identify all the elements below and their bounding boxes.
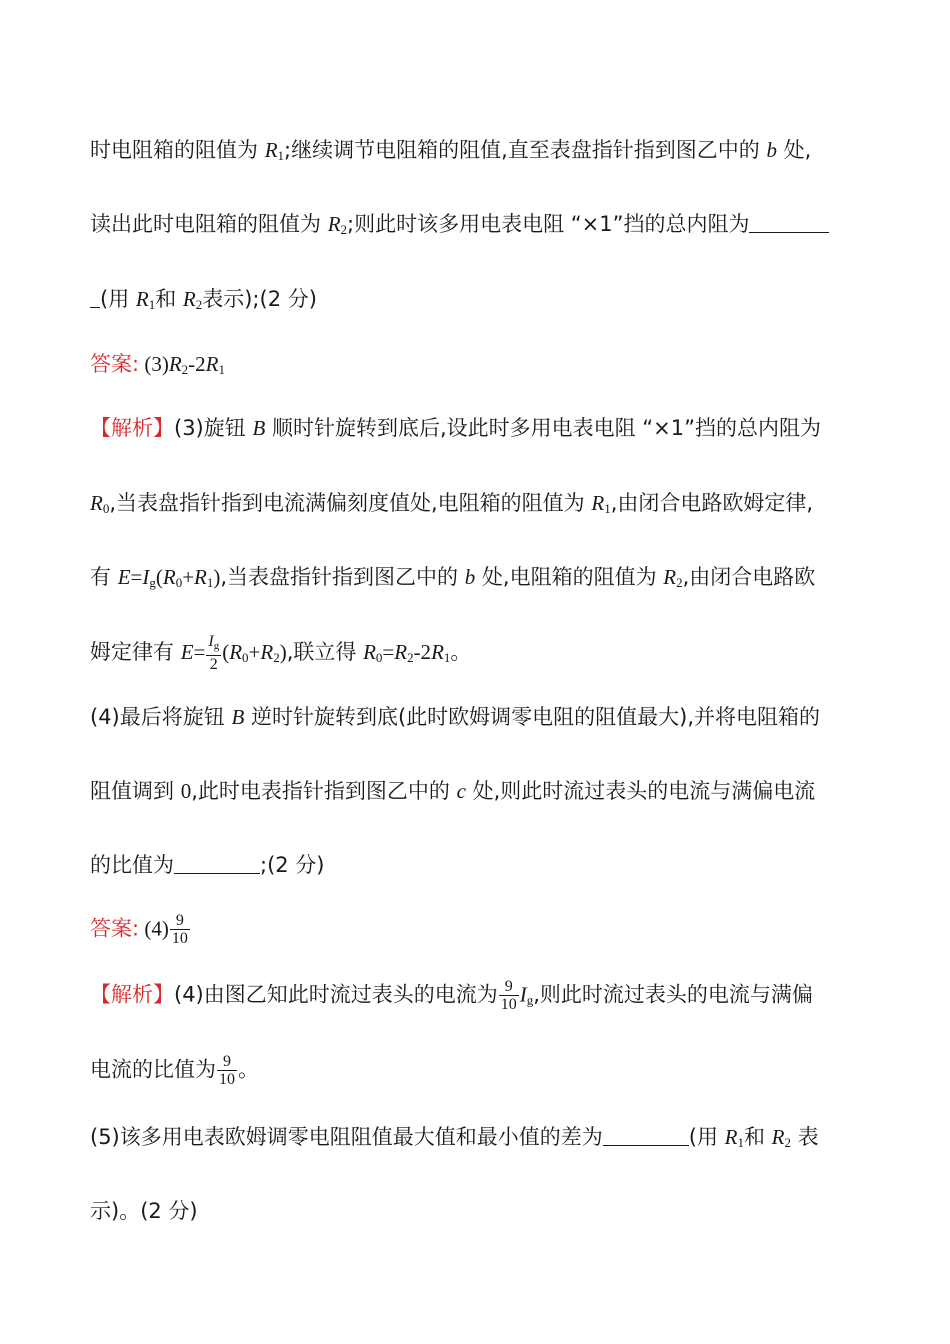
analysis-3-line-2: $R_0$,当表盘指针指到电流满偏刻度值处,电阻箱的阻值为 $R_1$,由闭合电路欧姆定律, (90, 491, 814, 516)
analysis-3-line-3: 有 $E=I_g(R_0+R_1)$,当表盘指针指到图乙中的 b 处,电阻箱的阻值为 $R_2$,由闭合电路欧 (90, 565, 816, 590)
analysis-label: 【解析】 (90, 416, 174, 440)
text-line-2: 读出此时电阻箱的阻值为 $R_2$;则此时该多用电表电阻 “×1”挡的总内阻为 (90, 209, 860, 245)
answer-blank-5[interactable] (603, 1123, 689, 1146)
answer-4: 答案: (4) $\frac{9}{10}$ (90, 912, 188, 947)
answer-3: 答案: $(3)R_2-2R_1$ (90, 352, 225, 377)
answer-label: 答案: (90, 352, 140, 376)
analysis-4-line-1: 【解析】(4)由图乙知此时流过表头的电流为 $\frac{9}{10}$ $I_g$,则此时流过表头的电流与满偏 (90, 978, 813, 1013)
fraction-ig-over-2: $\frac{I_g}{2}$ (208, 633, 220, 673)
question-4-line-2: 阻值调到 0,此时电表指针指到图乙中的 c 处,则此时流过表头的电流与满偏电流 (90, 779, 816, 803)
answer-blank-3-cont[interactable] (90, 285, 100, 308)
fraction-9-10: $\frac{9}{10}$ (500, 978, 517, 1013)
question-5-line-1: (5)该多用电表欧姆调零电阻阻值最大值和最小值的差为 (用 $R_1$和 $R_2$ 表 (90, 1125, 819, 1150)
question-5-line-2: 示)。(2 分) (90, 1199, 198, 1223)
analysis-4-line-2: 电流的比值为 $\frac{9}{10}$ 。 (90, 1053, 259, 1088)
answer-blank-4[interactable] (174, 851, 260, 874)
question-4-line-1: (4)最后将旋钮 B 逆时针旋转到底(此时欧姆调零电阻的阻值最大),并将电阻箱的 (90, 705, 821, 729)
analysis-3-line-1: 【解析】(3)旋钮 B 顺时针旋转到底后,设此时多用电表电阻 “×1”挡的总内阻为 (90, 416, 822, 440)
analysis-3-line-4: 姆定律有 E= $\frac{I_g}{2}$ $(R_0+R_2)$,联立得 $R_0=R_2-2R_1$。 (90, 633, 472, 673)
text-line-1 (90, 135, 860, 171)
line-1-content: 时电阻箱的阻值为 $R_1$;继续调节电阻箱的阻值,直至表盘指针指到图乙中的 b 处, (90, 138, 812, 163)
question-4-line-3: 的比值为 ;(2 分) (90, 853, 325, 877)
answer-label: 答案: (90, 916, 140, 941)
analysis-label: 【解析】 (90, 982, 174, 1007)
text-line-3: (用 $R_1$和 $R_2$表示);(2 分) (90, 284, 860, 320)
fraction-9-10: $\frac{9}{10}$ (219, 1053, 235, 1088)
fraction-9-10: $\frac{9}{10}$ (171, 912, 188, 947)
answer-blank-3[interactable] (749, 210, 829, 233)
